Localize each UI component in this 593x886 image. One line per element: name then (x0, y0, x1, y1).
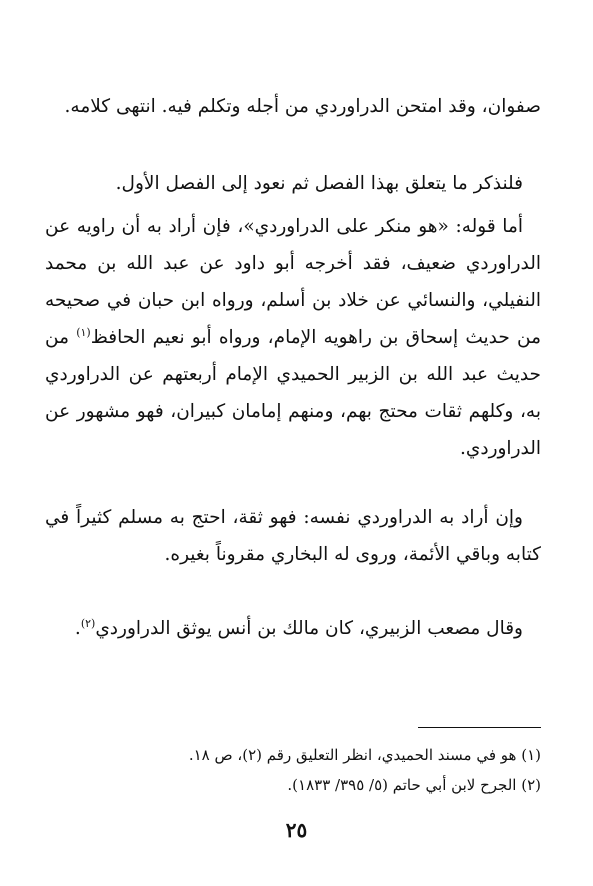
paragraph-3-text-part1: أما قوله: «هو منكر على الدراوردي»، فإن أراد به أن راويه عن الدراوردي ضعيف، فقد أخرجه أبو داود عن عبد الله بن محمد النفيلي، والنسائي عن خلاد بن أسلم، ورواه ابن حبان في صحيحه من حديث إسحاق بن راهويه الإمام، ورواه أبو نعيم الحافظ (45, 216, 541, 348)
paragraph-4 (45, 499, 541, 573)
paragraph-4-text: وإن أراد به الدراوردي نفسه: فهو ثقة، احتج به مسلم كثيراً في كتابه وباقي الأئمة، وروى له البخاري مقروناً بغيره. (45, 507, 541, 565)
footnote-separator (418, 727, 541, 728)
footnote-2: (٢) الجرح لابن أبي حاتم (٥/ ٣٩٥/ ١٨٣٣). (287, 776, 541, 794)
footnotes (45, 740, 541, 800)
paragraph-2-text: فلنذكر ما يتعلق بهذا الفصل ثم نعود إلى الفصل الأول. (115, 173, 523, 194)
paragraph-3 (45, 208, 541, 467)
page-number: ٢٥ (285, 818, 308, 842)
paragraph-1-text: صفوان، وقد امتحن الدراوردي من أجله وتكلم فيه. انتهى كلامه. (64, 96, 541, 117)
paragraph-1 (45, 88, 541, 125)
paragraph-2 (45, 165, 541, 202)
paragraph-5-text-part2: . (74, 618, 81, 639)
paragraph-5-text-part1: وقال مصعب الزبيري، كان مالك بن أنس يوثق الدراوردي (95, 618, 523, 639)
footnote-marker-1: (١) (76, 325, 91, 339)
paragraph-5 (45, 610, 541, 647)
footnote-marker-2: (٢) (80, 616, 96, 630)
footnote-1: (١) هو في مسند الحميدي، انظر التعليق رقم (٢)، ص ١٨. (188, 746, 541, 764)
paragraph-3-text-part2: من حديث عبد الله بن الزبير الحميدي الإمام أربعتهم عن الدراوردي به، وكلهم ثقات محتج بهم، ومنهم إمامان كبيران، فهو مشهور عن الدراوردي. (45, 327, 541, 459)
